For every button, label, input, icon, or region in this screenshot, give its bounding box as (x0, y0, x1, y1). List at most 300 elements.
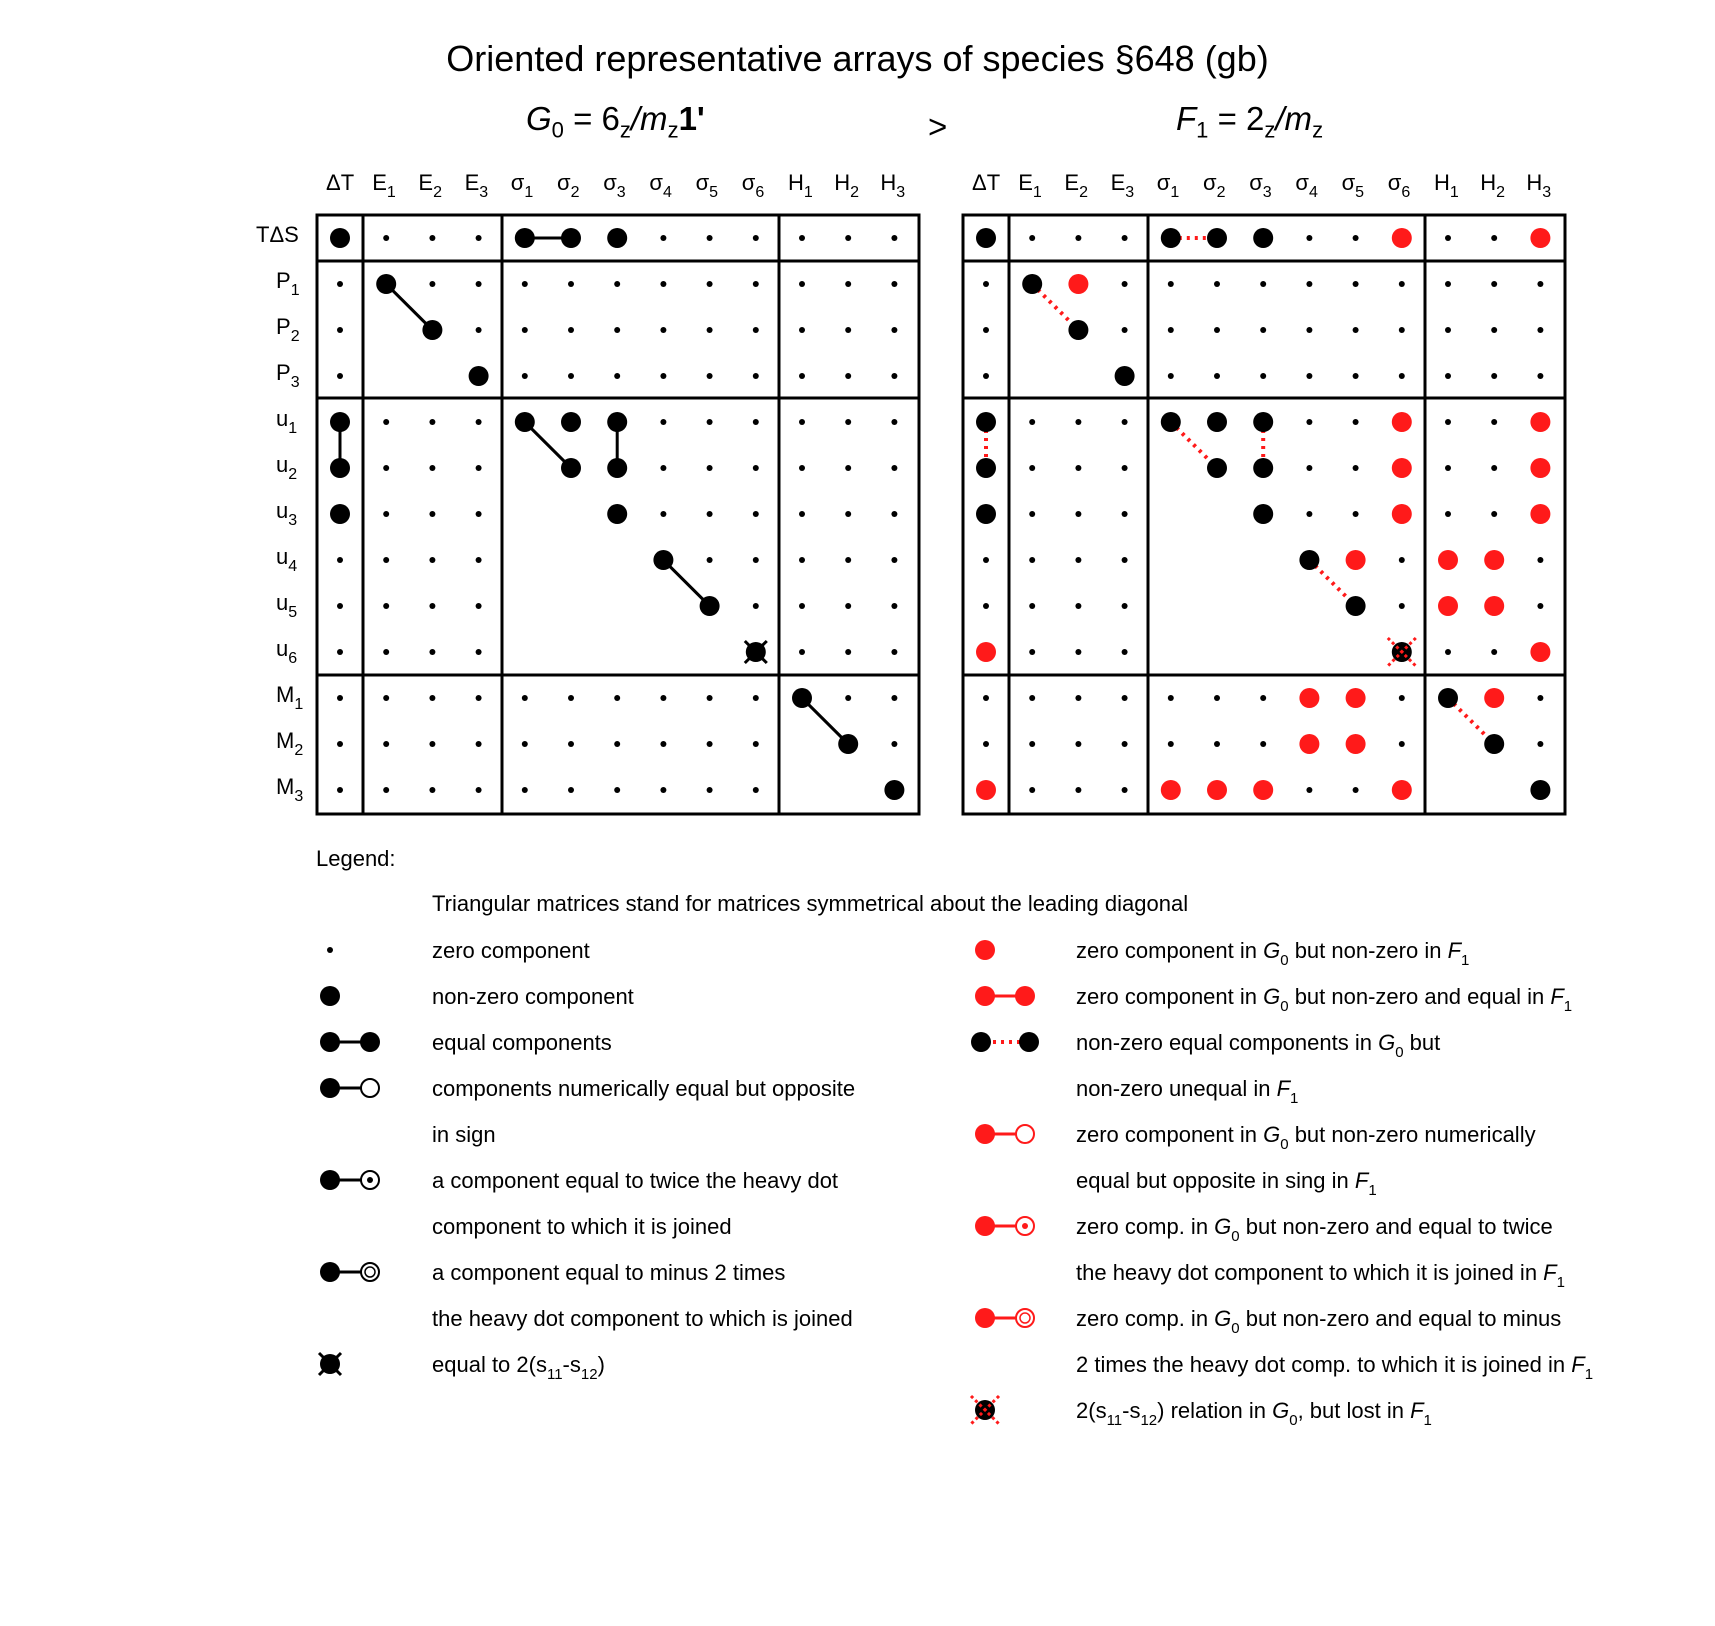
zero-dot (753, 603, 759, 609)
nonzero-dot (1253, 458, 1273, 478)
zero-dot (1075, 557, 1081, 563)
red-nonzero-dot (1346, 550, 1366, 570)
zero-dot (891, 235, 897, 241)
zero-dot (1168, 695, 1174, 701)
zero-dot (1075, 465, 1081, 471)
big-dot-glyph (320, 986, 340, 1006)
zero-dot (337, 281, 343, 287)
zero-dot (891, 511, 897, 517)
zero-dot (1260, 741, 1266, 747)
legend-note: Triangular matrices stand for matrices symmetrical about the leading diagonal (432, 891, 1189, 916)
zero-dot (1537, 327, 1543, 333)
zero-dot (1075, 741, 1081, 747)
zero-dot (891, 327, 897, 333)
link-start (975, 1216, 995, 1236)
zero-dot (845, 649, 851, 655)
link-end (1015, 986, 1035, 1006)
zero-dot (1353, 281, 1359, 287)
column-label: ΔT (972, 170, 1001, 195)
row-label: $M_2$ (276, 728, 304, 759)
zero-dot (753, 465, 759, 471)
zero-dot (1214, 373, 1220, 379)
zero-dot (337, 373, 343, 379)
zero-dot (1353, 419, 1359, 425)
zero-dot (1537, 695, 1543, 701)
red-nonzero-dot (1530, 504, 1550, 524)
column-label: $\sigma_1$ (1156, 170, 1180, 201)
zero-dot (476, 327, 482, 333)
nonzero-dot (330, 504, 350, 524)
zero-dot (799, 603, 805, 609)
zero-dot (476, 419, 482, 425)
nonzero-dot (792, 688, 812, 708)
red-nonzero-dot (1438, 596, 1458, 616)
nonzero-dot (1068, 320, 1088, 340)
zero-dot (799, 649, 805, 655)
zero-dot (1075, 695, 1081, 701)
zero-dot (429, 419, 435, 425)
red-nonzero-dot (1530, 228, 1550, 248)
red-dot-glyph (975, 940, 995, 960)
nonzero-dot (1161, 412, 1181, 432)
zero-dot (1122, 419, 1128, 425)
legend-right-text: zero component in $G_0$ but non-zero and equal in $F_1$ (1076, 984, 1573, 1015)
zero-dot (1445, 281, 1451, 287)
zero-dot (337, 603, 343, 609)
zero-dot (983, 281, 989, 287)
legend-left-text: a component equal to minus 2 times (432, 1260, 786, 1285)
zero-dot (383, 695, 389, 701)
link-start (975, 986, 995, 1006)
legend-left-text: components numerically equal but opposite (432, 1076, 856, 1101)
zero-dot (1306, 465, 1312, 471)
legend-left-text: zero component (432, 938, 590, 963)
zero-dot (1399, 281, 1405, 287)
red-nonzero-dot (1392, 780, 1412, 800)
link-start (975, 1308, 995, 1328)
zero-dot (614, 281, 620, 287)
column-label: $\sigma_3$ (603, 170, 626, 201)
nonzero-dot (1253, 412, 1273, 432)
zero-dot (1445, 465, 1451, 471)
zero-dot (1491, 419, 1497, 425)
zero-dot (476, 281, 482, 287)
legend-left-text: equal to $2(s_{11}-s_{12})$ (432, 1352, 605, 1383)
column-label: $\sigma_2$ (1203, 170, 1226, 201)
row-label: $P_1$ (276, 268, 300, 299)
zero-dot (1537, 373, 1543, 379)
zero-dot (799, 281, 805, 287)
column-label: $H_3$ (880, 170, 906, 201)
nonzero-dot (884, 780, 904, 800)
zero-dot (1122, 557, 1128, 563)
nonzero-dot (469, 366, 489, 386)
row-label: $P_3$ (276, 360, 300, 391)
zero-dot (799, 557, 805, 563)
zero-dot (429, 695, 435, 701)
zero-dot (983, 695, 989, 701)
zero-dot (1399, 373, 1405, 379)
row-label: $u_6$ (276, 636, 298, 667)
zero-dot (383, 511, 389, 517)
zero-dot (568, 327, 574, 333)
zero-dot (660, 741, 666, 747)
column-label: $E_1$ (372, 170, 396, 201)
zero-dot (1399, 327, 1405, 333)
column-label: $\sigma_6$ (1387, 170, 1411, 201)
zero-dot (1168, 281, 1174, 287)
small-dot-icon (310, 930, 390, 970)
link-end-center (367, 1177, 373, 1183)
nonzero-dot (1530, 780, 1550, 800)
nonzero-dot (653, 550, 673, 570)
zero-dot (983, 327, 989, 333)
zero-dot (845, 511, 851, 517)
zero-dot (983, 741, 989, 747)
zero-dot (1029, 695, 1035, 701)
nonzero-dot (515, 228, 535, 248)
zero-dot (1353, 787, 1359, 793)
zero-dot (568, 281, 574, 287)
zero-dot (1075, 235, 1081, 241)
column-label: $\sigma_4$ (649, 170, 672, 201)
red-nonzero-dot (976, 642, 996, 662)
zero-dot (383, 603, 389, 609)
zero-dot (383, 557, 389, 563)
zero-dot (707, 695, 713, 701)
zero-dot (845, 465, 851, 471)
zero-dot (429, 281, 435, 287)
zero-dot (429, 557, 435, 563)
zero-dot (1260, 281, 1266, 287)
zero-dot (1260, 695, 1266, 701)
zero-dot (1537, 741, 1543, 747)
red-nonzero-dot (1346, 688, 1366, 708)
zero-dot (1445, 327, 1451, 333)
zero-dot (1445, 419, 1451, 425)
legend-right-text: the heavy dot component to which it is joined in $F_1$ (1076, 1260, 1565, 1291)
zero-dot (1306, 235, 1312, 241)
zero-dot (1214, 327, 1220, 333)
zero-dot (522, 695, 528, 701)
zero-dot (1491, 235, 1497, 241)
red-nonzero-dot (1484, 596, 1504, 616)
zero-dot (568, 741, 574, 747)
zero-dot (660, 465, 666, 471)
nonzero-dot (1253, 228, 1273, 248)
zero-dot (1445, 373, 1451, 379)
zero-dot (707, 741, 713, 747)
zero-dot (614, 741, 620, 747)
zero-dot (707, 235, 713, 241)
row-label: $M_3$ (276, 774, 304, 805)
legend-left-text: a component equal to twice the heavy dot (432, 1168, 839, 1193)
zero-dot (1214, 695, 1220, 701)
zero-dot (1122, 695, 1128, 701)
zero-dot (1029, 511, 1035, 517)
greater-than-sign: > (928, 108, 948, 145)
red-dot-icon (965, 930, 1045, 970)
zero-dot (799, 327, 805, 333)
nonzero-dot (607, 228, 627, 248)
zero-dot (660, 787, 666, 793)
zero-dot (1353, 465, 1359, 471)
row-label: $u_4$ (276, 544, 298, 575)
zero-dot (383, 741, 389, 747)
link-end-open (1016, 1125, 1034, 1143)
zero-dot (522, 741, 528, 747)
zero-dot (1306, 511, 1312, 517)
zero-dot (614, 373, 620, 379)
zero-dot (845, 557, 851, 563)
link-end-open (1016, 1309, 1034, 1327)
zero-dot (1122, 741, 1128, 747)
zero-dot (476, 465, 482, 471)
nonzero-dot (1253, 504, 1273, 524)
zero-dot (753, 741, 759, 747)
zero-dot (522, 787, 528, 793)
zero-dot (1122, 787, 1128, 793)
zero-dot (1075, 511, 1081, 517)
zero-dot (337, 649, 343, 655)
zero-dot (707, 465, 713, 471)
legend-left-text: component to which it is joined (432, 1214, 732, 1239)
zero-dot (337, 557, 343, 563)
red-nonzero-dot (1161, 780, 1181, 800)
group-label-right: $F_1 = 2_z/m_z$ (1176, 100, 1324, 143)
nonzero-dot (561, 412, 581, 432)
zero-dot (1445, 511, 1451, 517)
zero-dot (1491, 465, 1497, 471)
legend-right-text: 2 times the heavy dot comp. to which it is joined in $F_1$ (1076, 1352, 1594, 1383)
legend-left-text: equal components (432, 1030, 612, 1055)
minus2-link-icon (310, 1252, 390, 1292)
zero-dot (476, 649, 482, 655)
zero-dot (1445, 235, 1451, 241)
zero-dot (383, 419, 389, 425)
nonzero-dot (376, 274, 396, 294)
column-label: $\sigma_4$ (1295, 170, 1318, 201)
zero-dot (1029, 235, 1035, 241)
zero-dot (1445, 649, 1451, 655)
zero-dot (1029, 557, 1035, 563)
legend-left-text: in sign (432, 1122, 496, 1147)
zero-dot (1029, 741, 1035, 747)
column-label: $E_3$ (1110, 170, 1135, 201)
red-nonzero-dot (1530, 642, 1550, 662)
nonzero-dot (1161, 228, 1181, 248)
zero-dot (753, 419, 759, 425)
nonzero-dot (1484, 734, 1504, 754)
nonzero-dot (422, 320, 442, 340)
zero-dot (660, 511, 666, 517)
x-dot-icon (310, 1344, 390, 1384)
zero-dot (799, 511, 805, 517)
legend-left-text: the heavy dot component to which is joined (432, 1306, 853, 1331)
nonzero-dot (515, 412, 535, 432)
nonzero-dot (330, 228, 350, 248)
zero-dot (799, 465, 805, 471)
zero-dot (1306, 419, 1312, 425)
nonzero-dot (607, 504, 627, 524)
legend-right-text: zero comp. in $G_0$ but non-zero and equal to twice (1076, 1214, 1553, 1245)
zero-dot (614, 327, 620, 333)
nonzero-dot (561, 458, 581, 478)
column-label: $\sigma_5$ (1341, 170, 1365, 201)
zero-dot (1399, 557, 1405, 563)
column-label: $\sigma_5$ (695, 170, 719, 201)
zero-dot (1399, 695, 1405, 701)
nonzero-dot (838, 734, 858, 754)
column-label: $H_3$ (1526, 170, 1552, 201)
zero-dot (799, 419, 805, 425)
zero-dot (614, 695, 620, 701)
zero-dot (568, 695, 574, 701)
column-label: $H_1$ (1434, 170, 1459, 201)
zero-dot (1537, 281, 1543, 287)
zero-dot (891, 373, 897, 379)
zero-dot (1306, 327, 1312, 333)
column-label: $E_2$ (1064, 170, 1088, 201)
zero-dot (891, 649, 897, 655)
row-label: TΔS (256, 222, 299, 247)
nonzero-dot (330, 412, 350, 432)
zero-dot (660, 373, 666, 379)
column-label: $\sigma_1$ (510, 170, 534, 201)
legend-right-text: $2(s_{11}-s_{12})$ relation in $G_0$, but lost in $F_1$ (1076, 1398, 1432, 1429)
zero-dot (845, 281, 851, 287)
link-start (320, 1262, 340, 1282)
zero-dot (429, 649, 435, 655)
row-label: $u_2$ (276, 452, 298, 483)
nonzero-dot (1207, 458, 1227, 478)
zero-dot (1260, 373, 1266, 379)
red-twice-link-icon (965, 1206, 1045, 1246)
column-label: $H_1$ (788, 170, 813, 201)
zero-dot (891, 281, 897, 287)
legend-right-text: zero component in $G_0$ but non-zero numerically (1076, 1122, 1536, 1153)
zero-dot (891, 419, 897, 425)
zero-dot (707, 419, 713, 425)
zero-dot (1399, 603, 1405, 609)
zero-dot (1399, 741, 1405, 747)
red-nonzero-dot (1530, 412, 1550, 432)
red-nonzero-dot (1346, 734, 1366, 754)
column-label: $E_2$ (418, 170, 442, 201)
zero-dot (1537, 603, 1543, 609)
link-end (971, 1032, 991, 1052)
red-nonzero-dot (1392, 228, 1412, 248)
zero-dot (660, 281, 666, 287)
link-end (360, 1032, 380, 1052)
zero-dot (891, 465, 897, 471)
zero-dot (1075, 419, 1081, 425)
zero-dot (707, 327, 713, 333)
nonzero-dot (561, 228, 581, 248)
zero-dot (1353, 511, 1359, 517)
zero-dot (383, 235, 389, 241)
nonzero-dot (1346, 596, 1366, 616)
column-label: $E_1$ (1018, 170, 1042, 201)
zero-dot (660, 327, 666, 333)
zero-dot (799, 235, 805, 241)
group-label-left: $G_0 = 6_z/m_z1'$ (526, 100, 705, 143)
legend-right-text: zero comp. in $G_0$ but non-zero and equal to minus (1076, 1306, 1562, 1337)
zero-dot (1491, 649, 1497, 655)
zero-dot (891, 695, 897, 701)
zero-dot (476, 557, 482, 563)
zero-dot (1122, 511, 1128, 517)
nonzero-dot (976, 458, 996, 478)
zero-dot (1491, 373, 1497, 379)
dotted-link-icon (965, 1022, 1045, 1062)
zero-dot (753, 327, 759, 333)
row-label: $u_3$ (276, 498, 298, 529)
zero-dot (476, 235, 482, 241)
zero-dot (1122, 235, 1128, 241)
zero-dot (337, 695, 343, 701)
nonzero-dot (1115, 366, 1135, 386)
link-end-open (361, 1263, 379, 1281)
zero-dot (1214, 281, 1220, 287)
nonzero-dot (700, 596, 720, 616)
opposite-link-icon (310, 1068, 390, 1108)
zero-dot (753, 787, 759, 793)
zero-dot (1029, 603, 1035, 609)
column-label: $H_2$ (834, 170, 859, 201)
nonzero-dot (976, 504, 996, 524)
column-label: $\sigma_6$ (741, 170, 765, 201)
zero-dot (707, 511, 713, 517)
zero-dot (1075, 603, 1081, 609)
nonzero-dot (1438, 688, 1458, 708)
zero-dot (1029, 465, 1035, 471)
red-nonzero-dot (1253, 780, 1273, 800)
red-nonzero-dot (1392, 458, 1412, 478)
zero-dot (337, 787, 343, 793)
zero-dot (337, 741, 343, 747)
zero-dot (1122, 465, 1128, 471)
red-nonzero-dot (1484, 688, 1504, 708)
red-x-dot-icon (965, 1390, 1045, 1430)
zero-dot (707, 787, 713, 793)
nonzero-dot (330, 458, 350, 478)
zero-dot (429, 511, 435, 517)
red-nonzero-dot (1530, 458, 1550, 478)
column-label: $H_2$ (1480, 170, 1505, 201)
legend-right-text: equal but opposite in sing in $F_1$ (1076, 1168, 1377, 1199)
zero-dot (429, 465, 435, 471)
zero-dot (1168, 741, 1174, 747)
zero-dot (845, 235, 851, 241)
zero-dot (1260, 327, 1266, 333)
big-dot-icon (310, 976, 390, 1016)
row-label: $P_2$ (276, 314, 300, 345)
zero-dot (845, 373, 851, 379)
zero-dot (476, 741, 482, 747)
zero-dot (476, 603, 482, 609)
zero-dot (660, 695, 666, 701)
nonzero-dot (976, 228, 996, 248)
red-nonzero-dot (1068, 274, 1088, 294)
zero-dot (1306, 787, 1312, 793)
zero-dot (1353, 373, 1359, 379)
equal-link-icon (310, 1022, 390, 1062)
zero-dot (429, 741, 435, 747)
red-nonzero-dot (1299, 688, 1319, 708)
zero-dot (753, 373, 759, 379)
zero-dot (337, 327, 343, 333)
